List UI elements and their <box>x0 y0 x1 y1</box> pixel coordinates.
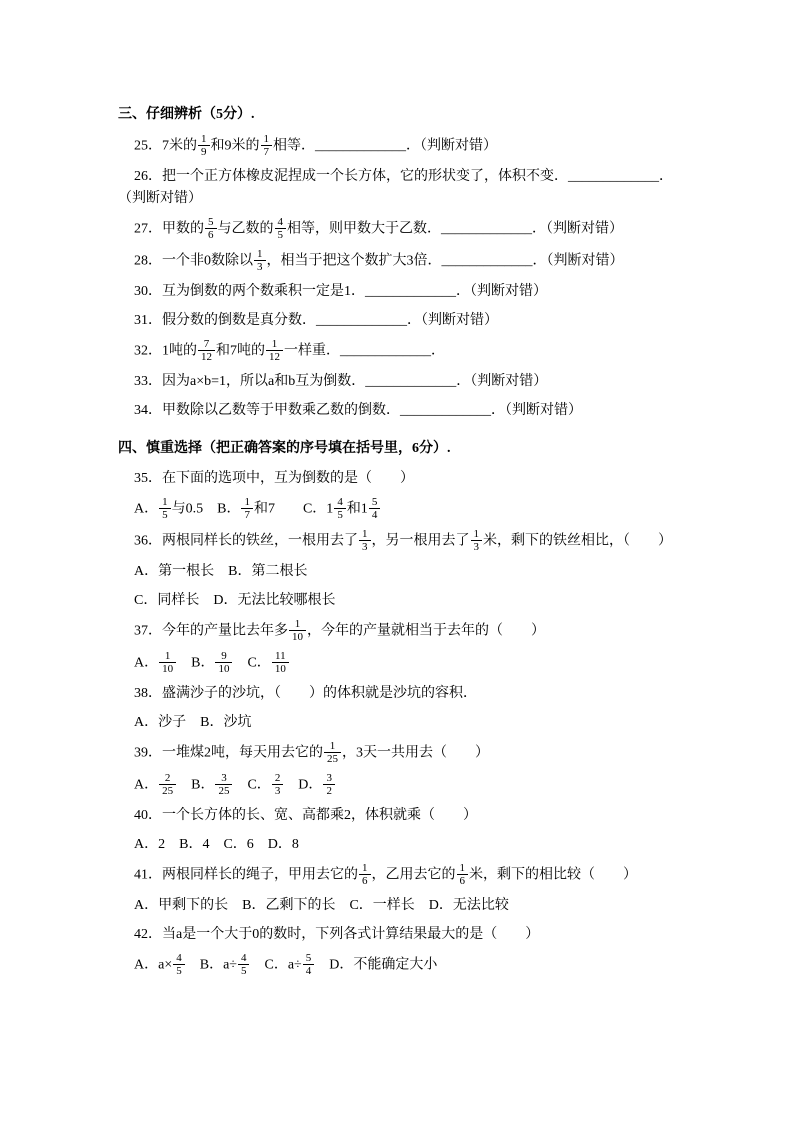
text-run: A．沙子 B．沙坑 <box>134 715 252 730</box>
fraction-numerator: 7 <box>203 338 210 350</box>
text-run: 和1 <box>346 501 368 517</box>
question-line <box>118 468 680 490</box>
fraction <box>241 496 253 521</box>
fraction-denominator: 10 <box>159 662 176 675</box>
text-run: 26．把一个正方体橡皮泥捏成一个长方体，它的形状变了，体积不变． <box>134 169 568 184</box>
question-line <box>118 371 680 393</box>
text-run: D． <box>284 777 323 793</box>
text-run: 35．在下面的选项中，互为倒数的是（ ） <box>134 471 414 486</box>
fraction-denominator: 3 <box>471 540 483 553</box>
fraction-numerator: 1 <box>271 338 278 350</box>
fraction-numerator: 4 <box>240 952 247 964</box>
text-run: A．2 B．4 C．6 D．8 <box>134 837 299 852</box>
answer-blank: _____________ <box>568 169 659 184</box>
fraction-denominator: 10 <box>289 630 306 643</box>
fraction-numerator: 1 <box>294 618 301 630</box>
fraction-denominator: 2 <box>323 784 335 797</box>
fraction-numerator: 1 <box>164 650 171 662</box>
fraction <box>266 338 283 363</box>
fraction-denominator: 5 <box>173 964 185 977</box>
fraction-numerator: 2 <box>164 772 171 784</box>
fraction <box>198 133 210 158</box>
text-run: ．（判断对错） <box>491 403 582 418</box>
option-line <box>118 712 680 734</box>
fraction-denominator: 5 <box>159 508 171 521</box>
answer-blank: _____________ <box>441 253 533 269</box>
question-line <box>118 741 680 766</box>
fraction-denominator: 12 <box>266 350 283 363</box>
text-run: ．（判断对错） <box>532 253 624 269</box>
text-run: ，另一根用去了 <box>371 533 470 549</box>
question-line <box>118 310 680 332</box>
fraction-numerator: 5 <box>371 496 378 508</box>
text-run: B． <box>177 777 215 793</box>
question-line <box>118 863 680 888</box>
fraction-numerator: 3 <box>326 772 332 784</box>
option-line <box>118 497 680 522</box>
fraction-denominator: 25 <box>324 752 341 765</box>
text-run: ．（判断对错） <box>456 284 547 299</box>
text-run: A．第一根长 B．第二根长 <box>134 564 308 579</box>
option-line <box>118 590 680 612</box>
fraction <box>303 952 315 977</box>
text-run: 和7 C．1 <box>253 501 334 517</box>
question-line <box>118 529 680 554</box>
question-line <box>118 281 680 303</box>
fraction-denominator: 3 <box>254 260 266 273</box>
text-run: ．（判断对错） <box>118 169 673 206</box>
fraction <box>359 528 371 553</box>
text-run: ，相当于把这个数扩大3倍． <box>266 253 442 269</box>
text-run: A．a× <box>134 957 173 973</box>
text-run: ，今年的产量就相当于去年的（ ） <box>307 623 545 639</box>
fraction <box>359 862 371 887</box>
fraction-denominator: 5 <box>275 228 287 241</box>
text-run: C．a÷ <box>250 957 302 973</box>
text-run: B． <box>177 655 215 671</box>
fraction <box>324 740 341 765</box>
fraction-numerator: 1 <box>473 528 479 540</box>
text-run: 米，剩下的相比较（ ） <box>469 867 637 883</box>
text-run: 27．甲数的 <box>134 221 204 237</box>
fraction-numerator: 1 <box>362 528 368 540</box>
text-run: 与0.5 B． <box>171 501 241 517</box>
fraction <box>159 772 176 797</box>
fraction-denominator: 25 <box>159 784 176 797</box>
text-run: 40．一个长方体的长、宽、高都乘2，体积就乘（ ） <box>134 808 477 823</box>
text-run: 42．当a是一个大于0的数时，下列各式计算结果最大的是（ ） <box>134 927 540 942</box>
text-run: B．a÷ <box>185 957 237 973</box>
fraction <box>159 496 171 521</box>
fraction <box>198 338 215 363</box>
question-line <box>118 166 680 210</box>
fraction-numerator: 1 <box>263 133 269 145</box>
answer-blank: _____________ <box>365 374 457 389</box>
fraction <box>173 952 185 977</box>
text-run: 34．甲数除以乙数等于甲数乘乙数的倒数． <box>134 403 400 418</box>
fraction-numerator: 5 <box>208 216 214 228</box>
document-body <box>118 104 680 985</box>
fraction-denominator: 9 <box>198 145 210 158</box>
fraction <box>254 248 266 273</box>
option-line <box>118 953 680 978</box>
fraction-numerator: 4 <box>277 216 283 228</box>
fraction-denominator: 7 <box>261 145 273 158</box>
text-run: 41．两根同样长的绳子，甲用去它的 <box>134 867 358 883</box>
question-line <box>118 134 680 159</box>
text-run: A． <box>134 777 159 793</box>
text-run: 和7吨的 <box>216 343 265 359</box>
question-line <box>118 619 680 644</box>
question-line <box>118 805 680 827</box>
text-run: A．甲剩下的长 B．乙剩下的长 C．一样长 D．无法比较 <box>134 898 509 913</box>
question-line <box>118 217 680 242</box>
question-line <box>118 924 680 946</box>
text-run: 和9米的 <box>210 138 260 154</box>
text-run: 32．1吨的 <box>134 343 197 359</box>
text-run: 39．一堆煤2吨，每天用去它的 <box>134 745 323 761</box>
fraction-numerator: 1 <box>244 496 250 508</box>
fraction <box>159 650 176 675</box>
fraction-denominator: 4 <box>369 508 381 521</box>
text-run: 28．一个非0数除以 <box>134 253 253 269</box>
text-run: 25．7米的 <box>134 138 197 154</box>
text-run: 相等． <box>273 138 315 154</box>
text-run: ，3天一共用去（ ） <box>342 745 489 761</box>
fraction-denominator: 7 <box>241 508 253 521</box>
answer-blank: _____________ <box>441 221 532 237</box>
fraction-numerator: 1 <box>362 862 368 874</box>
text-run: C． <box>233 655 271 671</box>
fraction-numerator: 1 <box>257 248 263 260</box>
text-run: C． <box>233 777 271 793</box>
fraction-denominator: 6 <box>457 874 469 887</box>
fraction <box>261 133 273 158</box>
fraction-numerator: 4 <box>176 952 182 964</box>
option-line <box>118 773 680 798</box>
fraction <box>334 496 346 521</box>
text-run: ．（判断对错） <box>407 313 498 328</box>
fraction-denominator: 3 <box>359 540 371 553</box>
fraction-numerator: 5 <box>305 952 312 964</box>
fraction-numerator: 3 <box>221 772 227 784</box>
answer-blank: _____________ <box>316 313 407 328</box>
text-run: ，乙用去它的 <box>371 867 456 883</box>
text-run: 38．盛满沙子的沙坑，（ ）的体积就是沙坑的容积． <box>134 686 477 701</box>
text-run: 30．互为倒数的两个数乘积一定是1． <box>134 284 365 299</box>
text-run: A． <box>134 655 159 671</box>
fraction-denominator: 5 <box>334 508 346 521</box>
fraction-numerator: 4 <box>337 496 343 508</box>
answer-blank: _____________ <box>340 343 431 359</box>
fraction <box>238 952 250 977</box>
fraction <box>471 528 483 553</box>
text-run: 33．因为a×b=1，所以a和b互为倒数． <box>134 374 366 389</box>
text-run: 36．两根同样长的铁丝，一根用去了 <box>134 533 358 549</box>
text-run: 米，剩下的铁丝相比，（ ） <box>483 533 672 549</box>
text-run: 相等，则甲数大于乙数． <box>287 221 441 237</box>
option-line <box>118 561 680 583</box>
question-line <box>118 339 680 364</box>
text-run: D．不能确定大小 <box>315 957 438 973</box>
text-run: C．同样长 D．无法比较哪根长 <box>134 593 336 608</box>
answer-blank: _____________ <box>365 284 456 299</box>
option-line <box>118 651 680 676</box>
option-line <box>118 895 680 917</box>
option-line <box>118 834 680 856</box>
text-run: ． <box>431 343 445 359</box>
fraction-denominator: 3 <box>272 784 284 797</box>
text-run: 37．今年的产量比去年多 <box>134 623 288 639</box>
fraction-denominator: 6 <box>205 228 217 241</box>
fraction <box>272 772 284 797</box>
text-run: ．（判断对错） <box>456 374 548 389</box>
fraction-numerator: 1 <box>329 740 336 752</box>
fraction <box>457 862 469 887</box>
text-run: ．（判断对错） <box>532 221 623 237</box>
fraction-numerator: 11 <box>275 650 286 662</box>
fraction <box>369 496 381 521</box>
fraction <box>272 650 289 675</box>
fraction-numerator: 1 <box>459 862 465 874</box>
section-heading: 三、仔细辨析（5分）. <box>118 107 255 122</box>
text-run: 31．假分数的倒数是真分数． <box>134 313 316 328</box>
fraction <box>215 650 232 675</box>
fraction-numerator: 1 <box>162 496 168 508</box>
fraction <box>289 618 306 643</box>
text-run: 一样重． <box>284 343 340 359</box>
fraction-denominator: 4 <box>303 964 315 977</box>
fraction-denominator: 5 <box>238 964 250 977</box>
fraction-denominator: 10 <box>272 662 289 675</box>
fraction-denominator: 25 <box>215 784 232 797</box>
fraction <box>275 216 287 241</box>
fraction-numerator: 2 <box>274 772 281 784</box>
question-line <box>118 400 680 422</box>
fraction-numerator: 1 <box>201 133 207 145</box>
fraction <box>205 216 217 241</box>
fraction-denominator: 12 <box>198 350 215 363</box>
fraction-denominator: 6 <box>359 874 371 887</box>
text-run: ．（判断对错） <box>406 138 497 154</box>
answer-blank: _____________ <box>315 138 406 154</box>
text-run: 与乙数的 <box>217 221 274 237</box>
question-line <box>118 249 680 274</box>
fraction-numerator: 9 <box>221 650 227 662</box>
fraction <box>323 772 335 797</box>
section-heading: 四、慎重选择（把正确答案的序号填在括号里，6分）. <box>118 441 451 456</box>
text-run: A． <box>134 501 159 517</box>
fraction-denominator: 10 <box>215 662 232 675</box>
question-line <box>118 683 680 705</box>
answer-blank: _____________ <box>400 403 491 418</box>
fraction <box>215 772 232 797</box>
